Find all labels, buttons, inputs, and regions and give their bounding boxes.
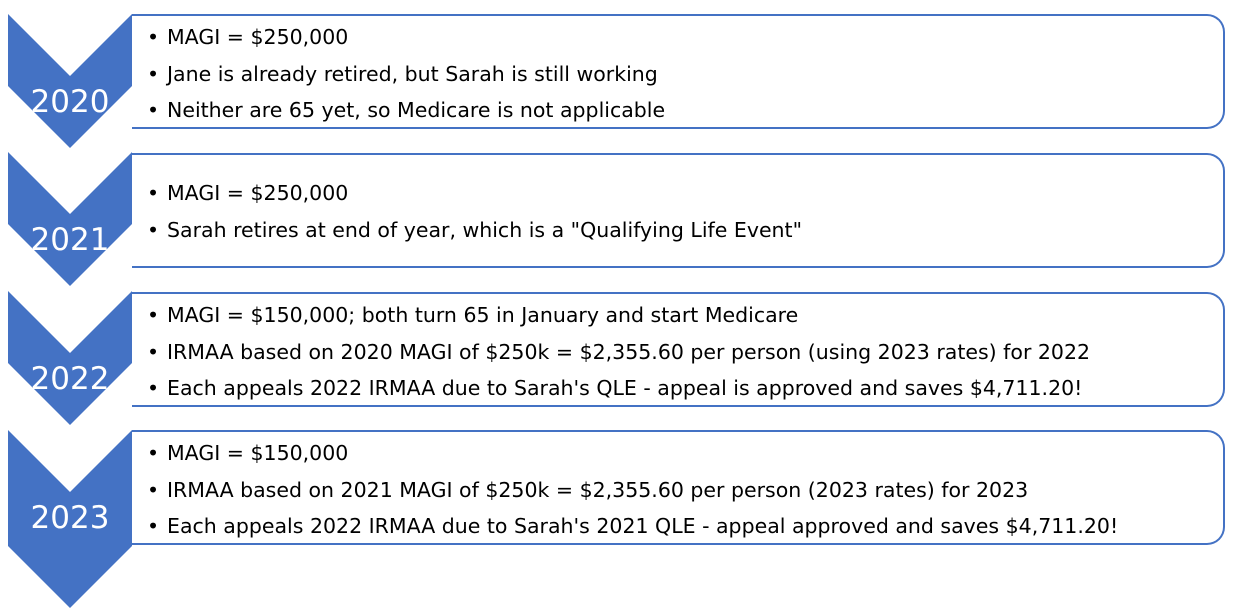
bullet-dot: •: [147, 25, 160, 49]
bullet-text: MAGI = $250,000: [167, 25, 349, 49]
bullet-dot: •: [147, 61, 160, 86]
chevron-2020: [8, 14, 132, 148]
bullet-text: MAGI = $250,000: [167, 181, 349, 205]
year-label-2022: 2022: [30, 361, 110, 397]
bullet-text: IRMAA based on 2021 MAGI of $250k = $2,355.60 per person (2023 rates) for 2023: [167, 477, 1029, 502]
details-box-2022: [132, 292, 1225, 407]
bullet-text: Each appeals 2022 IRMAA due to Sarah's QLE - appeal is approved and saves $4,711.20!: [167, 376, 1083, 400]
bullet-dot: •: [147, 217, 160, 242]
bullet-dot: •: [147, 514, 160, 538]
bullet-item: [146, 297, 1215, 334]
bullet-item: [146, 435, 1215, 472]
details-box-2023: [132, 430, 1225, 545]
bullet-dot: •: [147, 303, 160, 327]
year-label-2021: 2021: [30, 222, 110, 258]
bullet-dot: •: [147, 376, 160, 400]
bullet-text: Sarah retires at end of year, which is a "Qualifying Life Event": [167, 217, 803, 242]
bullet-text: Neither are 65 yet, so Medicare is not applicable: [167, 98, 666, 122]
chevron-2021: [8, 152, 132, 286]
bullet-text: MAGI = $150,000: [167, 441, 349, 465]
bullet-text: IRMAA based on 2020 MAGI of $250k = $2,355.60 per person (using 2023 rates) for 2022: [167, 339, 1091, 364]
bullet-dot: •: [147, 477, 160, 502]
bullet-item: [146, 19, 1215, 56]
year-label-2023: 2023: [30, 500, 110, 536]
details-box-2021: [132, 153, 1225, 268]
bullet-item: [146, 56, 1215, 93]
bullet-text: Jane is already retired, but Sarah is still working: [167, 61, 658, 86]
bullet-dot: •: [147, 339, 160, 364]
details-box-2020: [132, 14, 1225, 129]
bullet-dot: •: [147, 181, 160, 205]
bullet-list-2022: [146, 297, 1215, 407]
bullet-text: Each appeals 2022 IRMAA due to Sarah's 2021 QLE - appeal approved and saves $4,711.20!: [167, 514, 1119, 538]
bullet-list-2021: [146, 175, 1215, 248]
bullet-item: [146, 92, 1215, 129]
bullet-item: [146, 212, 1215, 249]
bullet-list-2020: [146, 19, 1215, 129]
bullet-dot: •: [147, 98, 160, 122]
bullet-item: [146, 334, 1215, 371]
bullet-item: [146, 472, 1215, 509]
bullet-item: [146, 508, 1215, 545]
bullet-dot: •: [147, 441, 160, 465]
bullet-item: [146, 370, 1215, 407]
chevron-2022: [8, 291, 132, 425]
bullet-item: [146, 175, 1215, 212]
year-label-2020: 2020: [30, 84, 110, 120]
bullet-list-2023: [146, 435, 1215, 545]
bullet-text: MAGI = $150,000; both turn 65 in January and start Medicare: [167, 303, 799, 327]
